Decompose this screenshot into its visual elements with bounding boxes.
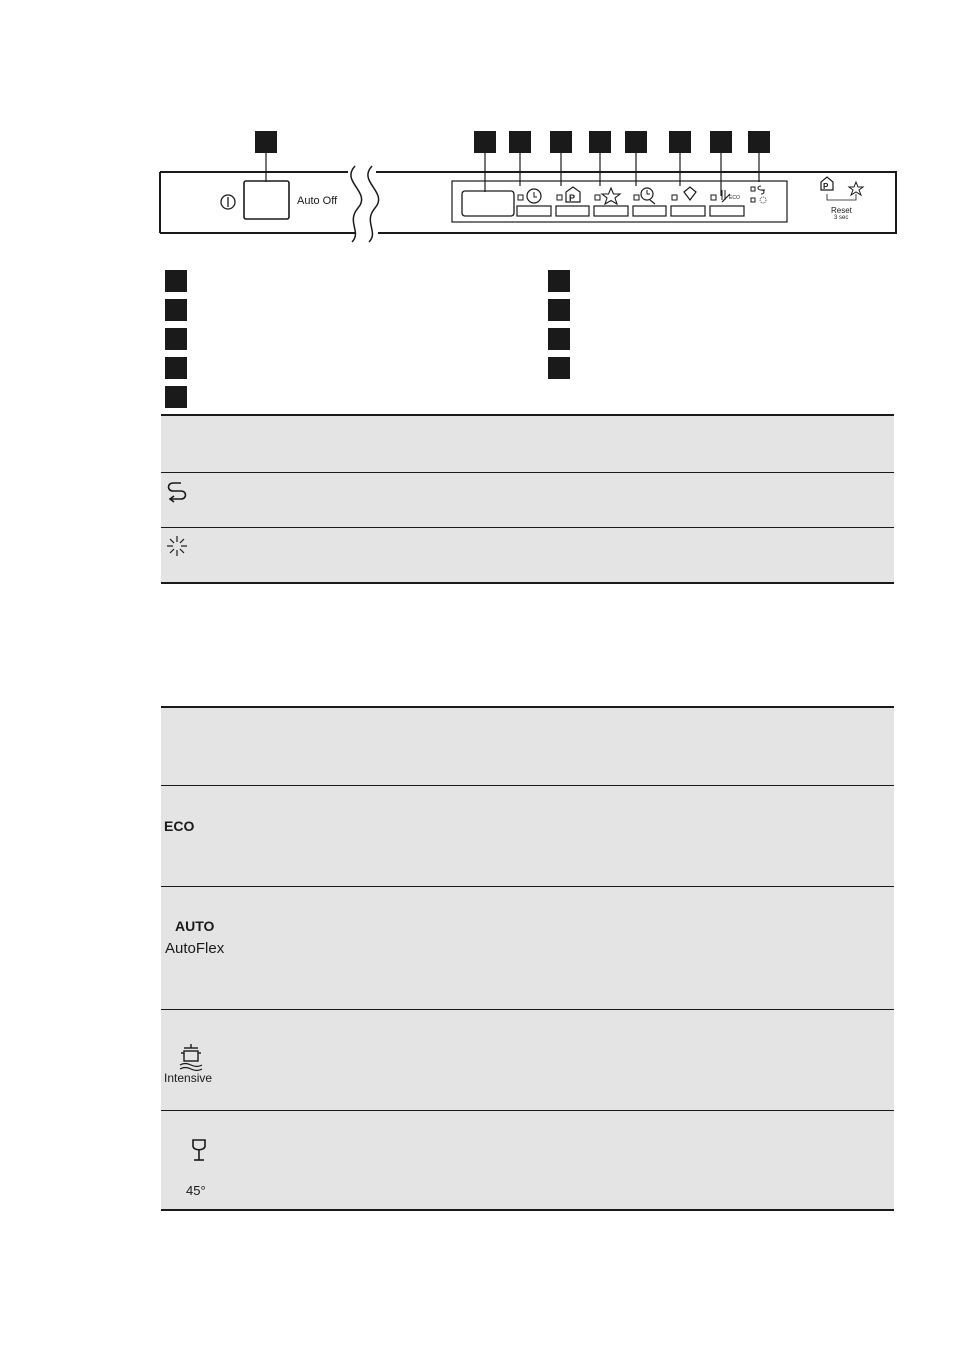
legend-marker-3 — [165, 328, 187, 350]
table-header-row — [161, 708, 894, 785]
legend-marker-9 — [548, 357, 570, 379]
reset-label: Reset — [831, 206, 852, 215]
control-panel-illustration — [150, 120, 910, 250]
reset-hold-label: 3 sec — [834, 215, 849, 221]
svg-text:ECO: ECO — [729, 195, 740, 201]
table-bottom-rule — [161, 1209, 894, 1211]
table-bottom-rule — [161, 582, 894, 584]
auto-off-label: Auto Off — [297, 195, 338, 207]
salt-icon — [165, 534, 189, 558]
pot-icon — [178, 1043, 204, 1073]
table-header-row — [161, 416, 894, 472]
table-row — [161, 473, 894, 527]
rinse-aid-icon — [165, 479, 189, 507]
autoflex-label: AutoFlex — [165, 940, 225, 957]
table-row-eco — [161, 786, 894, 886]
table-row-glass — [161, 1111, 894, 1209]
legend-marker-5 — [165, 386, 187, 408]
table-row — [161, 528, 894, 582]
table-row-intensive — [161, 1010, 894, 1110]
auto-label: AUTO — [175, 918, 215, 934]
legend-marker-4 — [165, 357, 187, 379]
eco-label: ECO — [164, 818, 195, 834]
svg-text:P: P — [569, 193, 576, 203]
control-panel-drawing — [150, 120, 910, 250]
legend-marker-8 — [548, 328, 570, 350]
glass-temp-label: 45° — [186, 1183, 206, 1198]
glass-icon — [190, 1138, 208, 1164]
legend-marker-7 — [548, 299, 570, 321]
svg-text:P: P — [823, 182, 829, 191]
legend-marker-2 — [165, 299, 187, 321]
intensive-label: Intensive — [164, 1071, 213, 1085]
table-row-autoflex — [161, 887, 894, 1009]
legend-marker-1 — [165, 270, 187, 292]
legend-marker-6 — [548, 270, 570, 292]
